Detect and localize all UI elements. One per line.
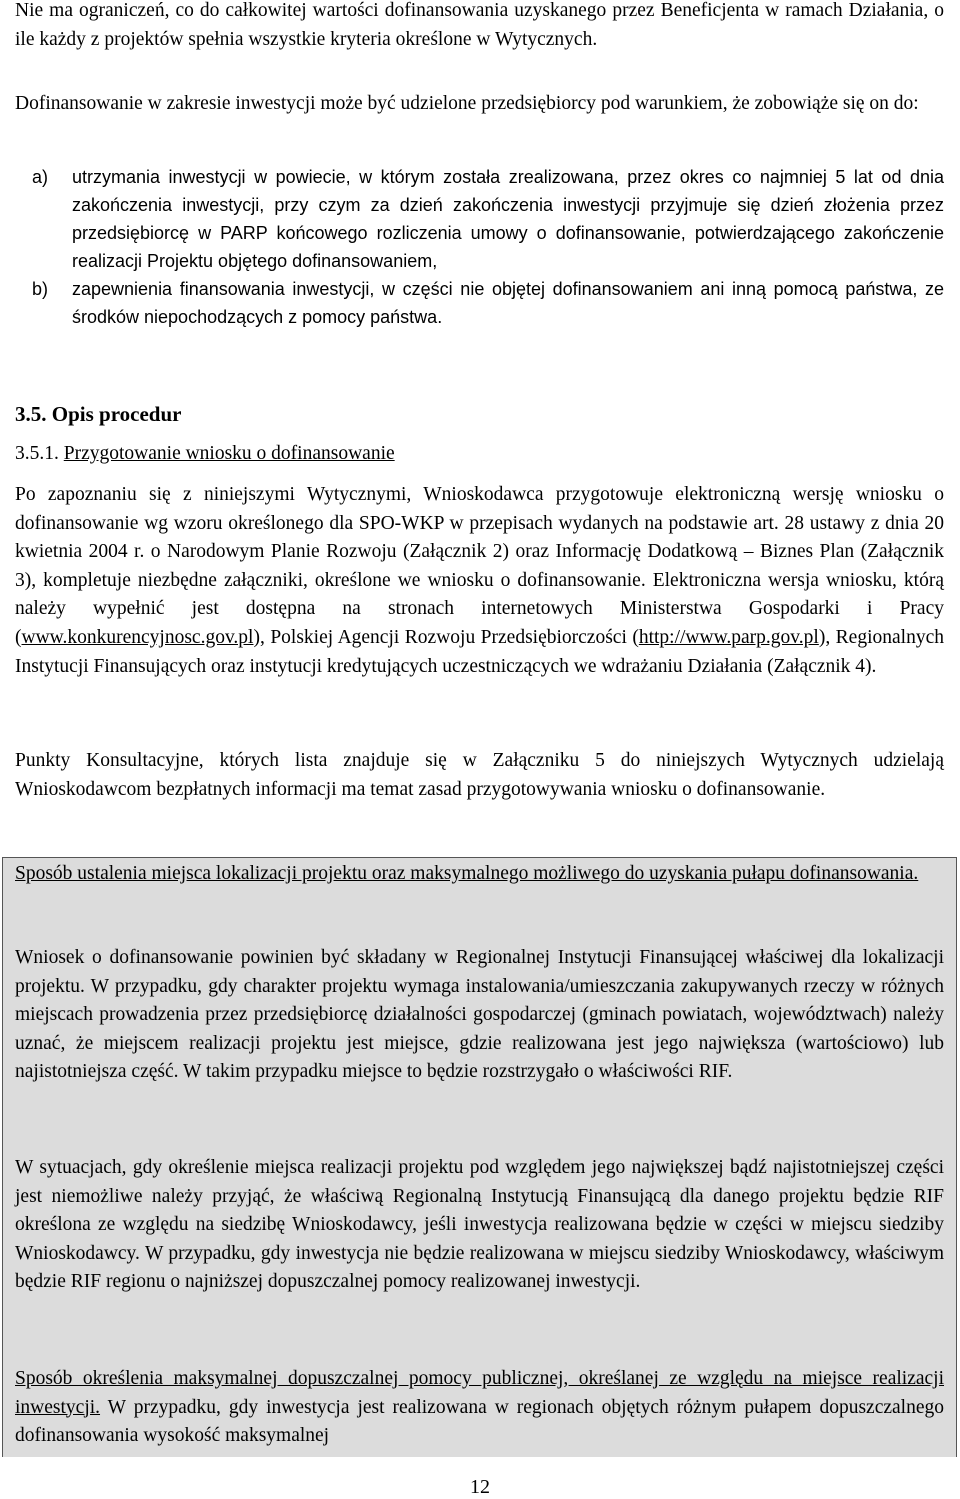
body-text-part: ), Polskiej Agencji Rozwoju Przedsiębiorczości ( bbox=[253, 626, 639, 648]
body-paragraph-2: Punkty Konsultacyjne, których lista znajduje się w Załączniku 5 do niniejszych Wytycznych udzielają Wnioskodawcom bezpłatnych informacji ma temat zasad przygotowywania wniosku o dofinansowanie. bbox=[15, 750, 944, 800]
page-number: 12 bbox=[470, 1476, 490, 1498]
link-parp[interactable]: http://www.parp.gov.pl bbox=[638, 626, 819, 648]
subsection-number: 3.5.1. bbox=[15, 443, 59, 464]
box-paragraph-3 bbox=[15, 1365, 944, 1451]
section-heading: 3.5. Opis procedur bbox=[15, 402, 182, 426]
link-konkurencyjnosc[interactable]: www.konkurencyjnosc.gov.pl bbox=[21, 626, 254, 648]
list-item-label: b) bbox=[32, 279, 49, 299]
box-paragraph-2: W sytuacjach, gdy określenie miejsca realizacji projektu pod względem jego największej bądź najistotniejszej części jest niemożliwe należy przyjąć, że właściwą Regionalną Instytucją Finansującą dla danego projektu będzie RIF określona ze względu na siedzibę Wnioskodawcy, jeśli inwestycja realizowana będzie w części w miejscu siedziby Wnioskodawcy. W przypadku, gdy inwestycja nie będzie realizowana w miejscu siedziby Wnioskodawcy, właściwym będzie RIF regionu o najniższej dopuszczalnej pomocy realizowanej inwestycji. bbox=[15, 1157, 944, 1293]
box-paragraph-3-heading: Sposób określenia maksymalnej dopuszczalnej pomocy publicznej, określanej ze względu na miejsce realizacji inwestycji. bbox=[15, 1368, 944, 1418]
subsection-heading bbox=[15, 440, 395, 469]
list-item-label: a) bbox=[32, 167, 49, 187]
list-item-a bbox=[15, 163, 944, 275]
subsection-title: Przygotowanie wniosku o dofinansowanie bbox=[63, 443, 395, 464]
body-paragraph-1 bbox=[15, 481, 944, 681]
list-item-text: utrzymania inwestycji w powiecie, w którym została zrealizowana, przez okres co najmniej 5 lat od dnia zakończenia inwestycji, przy czym za dzień zakończenia inwestycji przyjmuje się dzień złożenia przez przedsiębiorcę w PARP końcowego rozliczenia umowy o dofinansowanie, potwierdzającego zakończenie realizacji Projektu objętego dofinansowaniem, bbox=[72, 167, 944, 271]
list-item-text: zapewnienia finansowania inwestycji, w części nie objętej dofinansowaniem ani inną pomocą państwa, ze środków niepochodzących z pomocy państwa. bbox=[72, 279, 944, 327]
intro-paragraph-2: Dofinansowanie w zakresie inwestycji może być udzielone przedsiębiorcy pod warunkiem, że zobowiąże się on do: bbox=[15, 93, 919, 114]
box-heading: Sposób ustalenia miejsca lokalizacji projektu oraz maksymalnego możliwego do uzyskania pułapu dofinansowania. bbox=[15, 863, 919, 884]
body-text-part: ), Regionalnych Instytucji Finansujących oraz instytucji kredytujących uczestniczących we wdrażaniu Działania (Załącznik 4). bbox=[15, 626, 944, 677]
body-text-part: Po zapoznaniu się z niniejszymi Wytycznymi, Wnioskodawca przygotowuje elektroniczną wersję wniosku o dofinansowanie wg wzoru określonego dla SPO-WKP w przepisach wydanych na podstawie art. 28 ustawy z dnia 20 kwietnia 2004 r. o Narodowym Planie Rozwoju (Załącznik 2) oraz Informację Dodatkową – Biznes Plan (Załącznik 3), kompletuje niezbędne załączniki, określone we wniosku o dofinansowanie. Elektroniczna wersja wniosku, którą należy wypełnić jest dostępna na stronach internetowych Ministerstwa Gospodarki i Pracy ( bbox=[15, 484, 944, 648]
box-paragraph-3-text: W przypadku, gdy inwestycja jest realizowana w regionach objętych różnym pułapem dopuszczalnego dofinansowania wysokość maksymalnej bbox=[15, 1396, 944, 1447]
intro-paragraph-1: Nie ma ograniczeń, co do całkowitej wartości dofinansowania uzyskanego przez Beneficjenta w ramach Działania, o ile każdy z projektów spełnia wszystkie kryteria określone w Wytycznych. bbox=[15, 0, 944, 50]
box-paragraph-1: Wniosek o dofinansowanie powinien być składany w Regionalnej Instytucji Finansującej właściwej dla lokalizacji projektu. W przypadku, gdy charakter projektu wymaga instalowania/umieszczania zakupywanych rzeczy w różnych miejscach prowadzenia przez przedsiębiorcę działalności gospodarczej (gminach powiatach, województwach) należy uznać, że miejscem realizacji projektu jest miejsce, gdzie realizowana jest jego największa (wartościowo) lub najistotniejsza część. W takim przypadku miejsce to będzie rozstrzygało o właściwości RIF. bbox=[15, 947, 944, 1083]
list-item-b bbox=[15, 275, 944, 331]
conditions-list bbox=[15, 163, 944, 331]
